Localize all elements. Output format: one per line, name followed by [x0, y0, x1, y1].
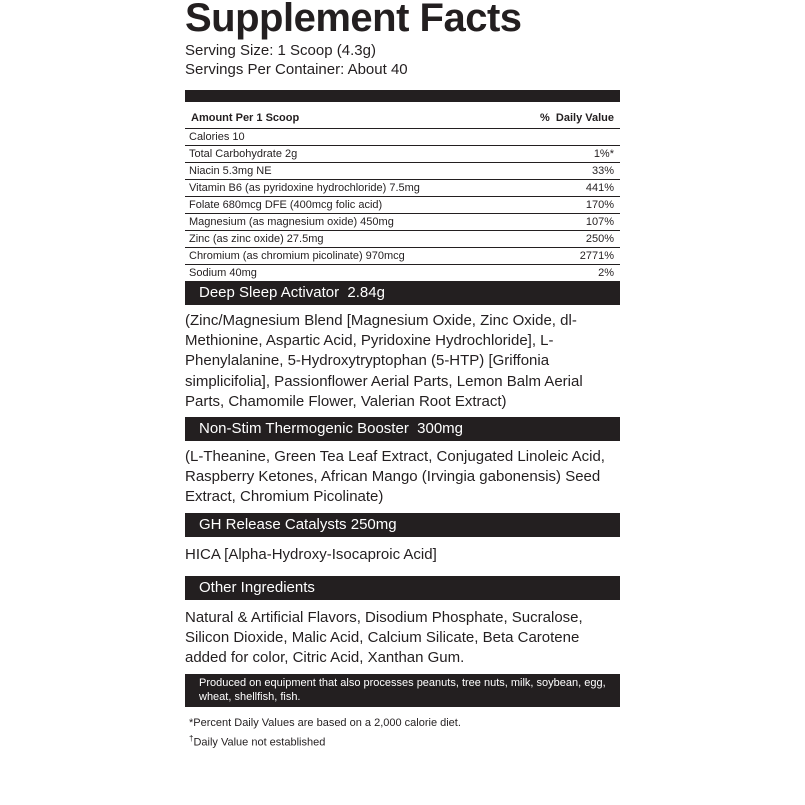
section-heading-gh-release: GH Release Catalysts 250mg: [185, 513, 620, 537]
servings-per-container: Servings Per Container: About 40: [185, 61, 408, 78]
nutrient-row: [185, 231, 620, 248]
nutrient-dv: 33%: [591, 165, 614, 177]
thick-divider: [185, 90, 620, 102]
nutrient-dv: 1%*: [593, 148, 614, 160]
header-daily-value: % Daily Value: [540, 112, 614, 124]
dagger-symbol: †: [189, 734, 194, 744]
nutrient-dv: 2%: [598, 267, 614, 279]
nutrient-row: [185, 214, 620, 231]
section-text-deep-sleep: (Zinc/Magnesium Blend [Magnesium Oxide, Zinc Oxide, dl-Methionine, Aspartic Acid, Pyridoxine Hydrochloride], L-Phenylalanine, 5-Hydroxytryptophan (5-HTP) [Griffonia simplicifolia], Passionflower Aerial Parts, Lemon Balm Aerial Parts, Chamomile Flower, Valerian Root Extract): [185, 312, 583, 410]
nutrient-row: [185, 146, 620, 163]
section-heading-other-ingredients: Other Ingredients: [185, 576, 620, 600]
nutrient-header: [185, 102, 620, 129]
section-text-gh-release: HICA [Alpha-Hydroxy-Isocaproic Acid]: [185, 545, 437, 563]
nutrient-name: Chromium (as chromium picolinate) 970mcg: [189, 250, 405, 262]
nutrient-name: Niacin 5.3mg NE: [189, 165, 272, 177]
footnote-not-established: [185, 731, 620, 751]
nutrient-name: Calories 10: [189, 131, 245, 143]
nutrient-dv: 2771%: [579, 250, 614, 262]
nutrient-dv: 441%: [585, 182, 614, 194]
header-amount: Amount Per 1 Scoop: [191, 112, 300, 124]
section-text-thermogenic: (L-Theanine, Green Tea Leaf Extract, Conjugated Linoleic Acid, Raspberry Ketones, African Mango (Irvingia gabonensis) Seed Extract, Chromium Picolinate): [185, 448, 605, 506]
nutrient-table: [185, 129, 620, 281]
nutrient-name: Total Carbohydrate 2g: [189, 148, 298, 160]
nutrient-dv: 170%: [585, 199, 614, 211]
nutrient-row: [185, 180, 620, 197]
nutrient-row: [185, 129, 620, 146]
nutrient-dv: 107%: [585, 216, 614, 228]
allergen-notice: Produced on equipment that also processes peanuts, tree nuts, milk, soybean, egg, wheat, shellfish, fish.: [185, 674, 620, 707]
footnote-not-established-text: Daily Value not established: [193, 737, 326, 750]
nutrient-name: Magnesium (as magnesium oxide) 450mg: [189, 216, 394, 228]
nutrient-name: Vitamin B6 (as pyridoxine hydrochloride) 7.5mg: [189, 182, 420, 194]
nutrient-row: [185, 163, 620, 180]
section-heading-thermogenic: Non-Stim Thermogenic Booster 300mg: [185, 417, 620, 441]
footnote-daily-values: *Percent Daily Values are based on a 2,000 calorie diet.: [189, 717, 461, 730]
serving-size: Serving Size: 1 Scoop (4.3g): [185, 42, 376, 59]
nutrient-row: [185, 265, 620, 281]
nutrient-row: [185, 197, 620, 214]
nutrient-name: Sodium 40mg: [189, 267, 257, 279]
section-text-other-ingredients: Natural & Artificial Flavors, Disodium Phosphate, Sucralose, Silicon Dioxide, Malic Acid, Calcium Silicate, Beta Carotene added for color, Citric Acid, Xanthan Gum.: [185, 608, 583, 667]
section-heading-deep-sleep: Deep Sleep Activator 2.84g: [185, 281, 620, 305]
label-title: Supplement Facts: [185, 0, 522, 40]
nutrient-row: [185, 248, 620, 265]
nutrient-dv: 250%: [585, 233, 614, 245]
nutrient-name: Folate 680mcg DFE (400mcg folic acid): [189, 199, 383, 211]
supplement-facts-panel: [185, 0, 620, 751]
nutrient-name: Zinc (as zinc oxide) 27.5mg: [189, 233, 324, 245]
